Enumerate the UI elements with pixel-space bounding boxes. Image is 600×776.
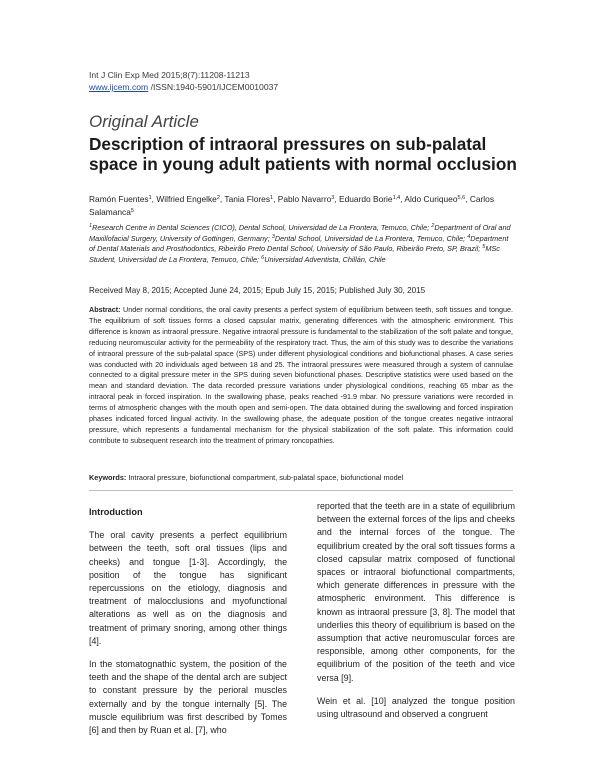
article-title: Description of intraoral pressures on sub-palatal space in young adult patients with normal occlusion [89, 134, 517, 174]
author: Ramón Fuentes$^1$, [89, 194, 157, 204]
body-column-left [89, 506, 287, 747]
paragraph: Wein et al. [10] analyzed the tongue position using ultrasound and observed a congruent [317, 695, 515, 720]
section-heading-introduction: Introduction [89, 507, 143, 517]
author: Tania Flores$^1$, [224, 194, 278, 204]
affiliation: Dental School, Universidad de La Frontera, Temuco, Chile; [274, 233, 468, 243]
body-column-right [317, 500, 515, 731]
journal-citation: Int J Clin Exp Med 2015;8(7):11208-11213 [89, 70, 250, 80]
section-divider [89, 490, 513, 491]
affiliation: Universidad Adventista, Chillán, Chile [264, 254, 386, 264]
paragraph: reported that the teeth are in a state of equilibrium between the external forces of the lips and cheeks and the internal forces of the tongue. The equilibrium created by the oral soft tissues forms a closed capsular matrix composed of functional spaces or intraoral biofunctional compartments, which generate differences in pressure with the atmospheric environment. This difference is known as intraoral pressure [3, 8]. The model that underlies this theory of equilibrium is based on the assumption that active neuromuscular forces are responsible, among other components, for the equilibrium of the position of the teeth and vice versa [9]. [317, 501, 515, 683]
abstract-label: Abstract: [89, 305, 121, 314]
affiliation: Research Centre in Dental Sciences (CICO), Dental School, Universidad de La Frontera, Temuco, Chile; [92, 223, 432, 232]
abstract-text: Under normal conditions, the oral cavity presents a perfect system of equilibrium between teeth, soft tissues and tongue. The equilibrium of soft tissues forms a closed capsular matrix, generating differences with the atmospheric environment. This difference is known as intraoral pressure. Negative intraoral pressure is fundamental to the stabilization of the soft palate and tongue, reducing neuromuscular activity for the permeability of the respiratory tract. Thus, the aim of this study was to describe the variations of intraoral pressure of the sub-palatal space (SPS) under different physiological conditions and biofunctional phases. A case series was conducted with 20 individuals aged between 18 and 25. The intraoral pressures were measured through a system of cannulae connected to a digital pressure meter in the SPS during seven biofunctional phases. Descriptive statistics were used based on the mean and standard deviation. The data recorded pressure variations under physiological conditions, reaching 65 mbar as the intraoral peak in forced inspiration. In the swallowing phase, peaks reached -91.9 mbar. No pressure variations were recorded in terms of atmospheric changes with the mouth open and semi-open. The data obtained during the swallowing and forced inspiration phases indicated forced lingual activity. In the swallowing phase, the adequate position of the tongue creates negative intraoral pressure, which represents a fundamental mechanism for the physical stabilization of the soft palate. This information could contribute to subsequent research into the treatment of primary roncopathies. [89, 305, 513, 445]
keywords [89, 473, 513, 482]
paragraph: The oral cavity presents a perfect equilibrium between the teeth, soft oral tissues (lips and cheeks) and tongue [1-3]. Accordingly, the position of the tongue has significant repercussions on the etiology, diagnosis and treatment of malocclusions and myofunctional alterations as well as on the diagnosis and treatment of primary snoring, among other things [4]. [89, 530, 287, 646]
journal-issn: /ISSN:1940-5901/IJCEM0010037 [148, 82, 279, 92]
author: Eduardo Borie$^{1,4}$, [339, 194, 405, 204]
affiliation: MSc Student, Universidad de La Frontera, Temuco, Chile; [89, 244, 500, 264]
journal-url-line [89, 81, 278, 93]
author-list [89, 193, 514, 219]
author: Carlos Salamanca$^5$ [89, 194, 495, 217]
keywords-text: Intraoral pressure, biofunctional compartment, sub-palatal space, biofunctional model [126, 473, 404, 482]
author: Pablo Navarro$^3$, [277, 194, 340, 204]
affiliation: Department of Oral and Maxillofacial Surgery, University of Gottingen, Germany; [89, 223, 511, 243]
article-type: Original Article [89, 112, 199, 131]
journal-header [89, 69, 278, 93]
journal-url-link[interactable]: www.ijcem.com [89, 82, 149, 92]
author: Aldo Curiqueo$^{5,6}$, [404, 194, 470, 204]
abstract [89, 305, 513, 447]
author: Wilfried Engelke$^2$, [156, 194, 225, 204]
publication-dates: Received May 8, 2015; Accepted June 24, 2015; Epub July 15, 2015; Published July 30, 2015 [89, 286, 426, 295]
affiliations: $^1$Research Centre in Dental Sciences (CICO), Dental School, Universidad de La Frontera, Temuco, Chile; $^2$Department of Oral and Maxillofacial Surgery, University of Gottingen, Germany; $^3$Dental School, Universidad de La Frontera, Temuco, Chile; $^4$Department of Dental Materials and Prosthodontics, Ribeirão Preto Dental School, University of São Paulo, Ribeirão Preto, SP, Brazil; $^5$MSc Student, Universidad de La Frontera, Temuco, Chile; $^6$Universidad Adventista, Chillán, Chile [89, 223, 511, 264]
keywords-label: Keywords: [89, 473, 127, 482]
affiliation: Department of Dental Materials and Prosthodontics, Ribeirão Preto Dental School, University of São Paulo, Ribeirão Preto, SP, Brazil; [89, 233, 509, 254]
paragraph: In the stomatognathic system, the position of the teeth and the shape of the dental arch are subject to constant pressure by the perioral muscles externally and by the tongue internally [5]. The muscle equilibrium was first described by Tomes [6] and then by Ruan et al. [7], who [89, 659, 287, 736]
